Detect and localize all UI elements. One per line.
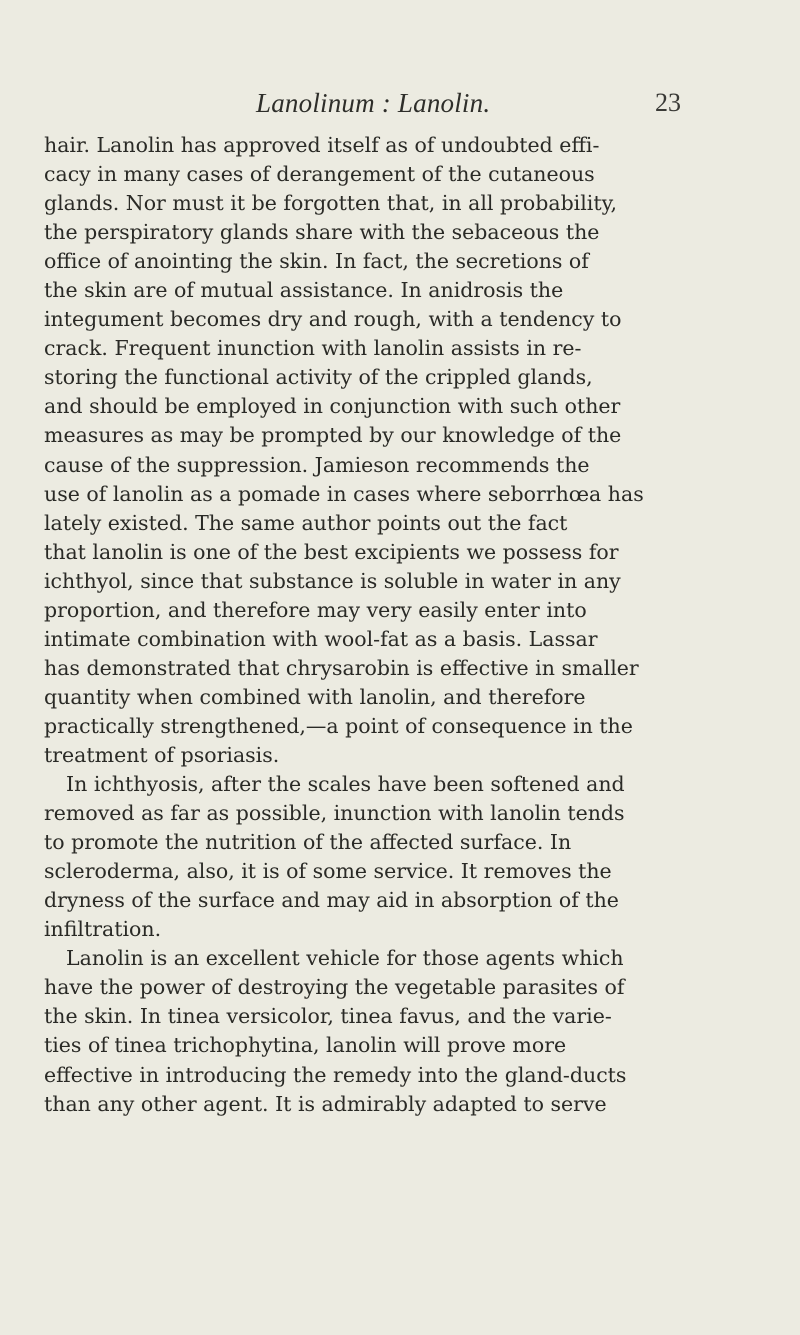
text-line: to promote the nutrition of the affected surface. In <box>44 830 572 855</box>
text-line: office of anointing the skin. In fact, the secretions of <box>44 249 589 274</box>
text-line: measures as may be prompted by our knowledge of the <box>44 423 622 448</box>
text-line: integument becomes dry and rough, with a tendency to <box>44 307 622 332</box>
text-line: scleroderma, also, it is of some service. It removes the <box>44 859 612 884</box>
running-title: Lanolinum : Lanolin. <box>256 88 491 118</box>
text-line: and should be employed in conjunction with such other <box>44 394 621 419</box>
running-head <box>0 86 800 120</box>
body-text <box>44 131 796 1119</box>
paragraph-first-line: In ichthyosis, after the scales have been softened and <box>66 772 625 797</box>
text-line: hair. Lanolin has approved itself as of undoubted effi- <box>44 133 600 157</box>
text-line: crack. Frequent inunction with lanolin assists in re- <box>44 336 582 361</box>
text-line: dryness of the surface and may aid in absorption of the <box>44 888 619 913</box>
text-line: ichthyol, since that substance is soluble in water in any <box>44 568 621 593</box>
text-line: glands. Nor must it be forgotten that, in all probability, <box>44 191 617 216</box>
text-line: cacy in many cases of derangement of the cutaneous <box>44 162 595 187</box>
text-line: storing the functional activity of the crippled glands, <box>44 365 593 390</box>
text-line: lately existed. The same author points out the fact <box>44 510 568 535</box>
text-line: the skin. In tinea versicolor, tinea favus, and the varie- <box>44 1004 612 1029</box>
text-line: removed as far as possible, inunction with lanolin tends <box>44 801 625 826</box>
text-line: the perspiratory glands share with the sebaceous the <box>44 220 600 245</box>
text-line: effective in introducing the remedy into the gland-ducts <box>44 1062 627 1087</box>
text-line: infiltration. <box>44 917 162 942</box>
text-line: ties of tinea trichophytina, lanolin will prove more <box>44 1033 567 1058</box>
text-line: treatment of psoriasis. <box>44 742 280 767</box>
text-line: the skin are of mutual assistance. In anidrosis the <box>44 278 564 303</box>
text-line: intimate combination with wool-fat as a basis. Lassar <box>44 626 598 651</box>
text-line: have the power of destroying the vegetable parasites of <box>44 975 625 1000</box>
text-line: cause of the suppression. Jamieson recommends the <box>44 452 590 477</box>
text-line: quantity when combined with lanolin, and therefore <box>44 684 586 709</box>
paragraph-first-line: Lanolin is an excellent vehicle for those agents which <box>66 946 624 971</box>
text-line: proportion, and therefore may very easily enter into <box>44 597 587 622</box>
text-line: than any other agent. It is admirably adapted to serve <box>44 1091 607 1116</box>
page-number: 23 <box>655 88 681 117</box>
text-line: that lanolin is one of the best excipients we possess for <box>44 539 619 564</box>
text-line: practically strengthened,—a point of consequence in the <box>44 713 633 738</box>
text-line: use of lanolin as a pomade in cases where seborrhœa has <box>44 481 644 506</box>
text-line: has demonstrated that chrysarobin is effective in smaller <box>44 655 639 680</box>
